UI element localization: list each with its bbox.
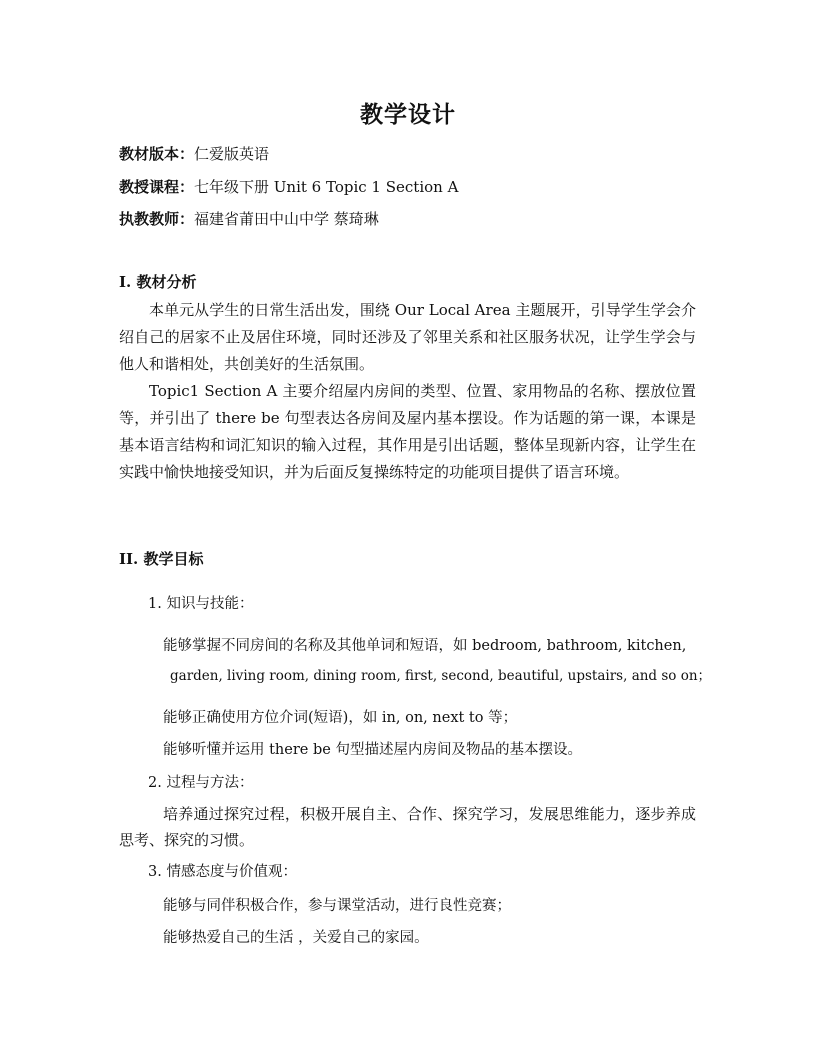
objective-knowledge-line: 能够正确使用方位介词(短语)，如 in, on, next to 等；	[163, 710, 518, 726]
meta-value: 七年级下册 Unit 6 Topic 1 Section A	[194, 178, 459, 196]
meta-key: 教授课程：	[119, 178, 195, 196]
objective-knowledge-line: garden, living room, dining room, first, second, beautiful, upstairs, and so on；	[170, 668, 712, 684]
meta-value: 福建省莆田中山中学 蔡琦琳	[194, 210, 379, 228]
objective-knowledge-line: 能够掌握不同房间的名称及其他单词和短语，如 bedroom, bathroom, kitchen,	[163, 638, 687, 654]
objective-attitude-line: 能够热爱自己的生活 ，关爱自己的家园。	[163, 930, 429, 946]
objective-process-title: 2. 过程与方法：	[148, 775, 254, 791]
paragraph-unit-overview: 本单元从学生的日常生活出发，围绕 Our Local Area 主题展开，引导学生学会介绍自己的居家不止及居住环境，同时还涉及了邻里关系和社区服务状况，让学生学会与他人和谐相处，共创美好的生活氛围。	[119, 301, 696, 373]
objective-knowledge-title: 1. 知识与技能：	[148, 596, 254, 612]
objective-knowledge-line: 能够听懂并运用 there be 句型描述屋内房间及物品的基本摆设。	[163, 742, 582, 758]
paragraph-section-overview: Topic1 Section A 主要介绍屋内房间的类型、位置、家用物品的名称、摆放位置等，并引出了 there be 句型表达各房间及屋内基本摆设。作为话题的第一课，本课是基本语言结构和词汇知识的输入过程，其作用是引出话题，整体呈现新内容，让学生在实践中愉快地接受知识，并为后面反复操练特定的功能项目提供了语言环境。	[119, 382, 696, 481]
objective-process-text: 培养通过探究过程，积极开展自主、合作、探究学习，发展思维能力，逐步养成思考、探究的习惯。	[119, 805, 696, 849]
meta-teacher	[119, 208, 379, 229]
section-heading-teaching-objectives: II. 教学目标	[119, 550, 204, 568]
meta-textbook-version	[119, 143, 269, 164]
section-heading-material-analysis: I. 教材分析	[119, 273, 197, 291]
meta-key: 执教教师：	[119, 210, 195, 228]
objective-attitude-line: 能够与同伴积极合作，参与课堂活动，进行良性竞赛；	[163, 898, 511, 914]
document-title: 教学设计	[360, 101, 456, 128]
meta-value: 仁爱版英语	[194, 145, 270, 163]
meta-key: 教材版本：	[119, 145, 195, 163]
objective-attitude-title: 3. 情感态度与价值观：	[148, 864, 297, 880]
meta-course	[119, 176, 458, 197]
